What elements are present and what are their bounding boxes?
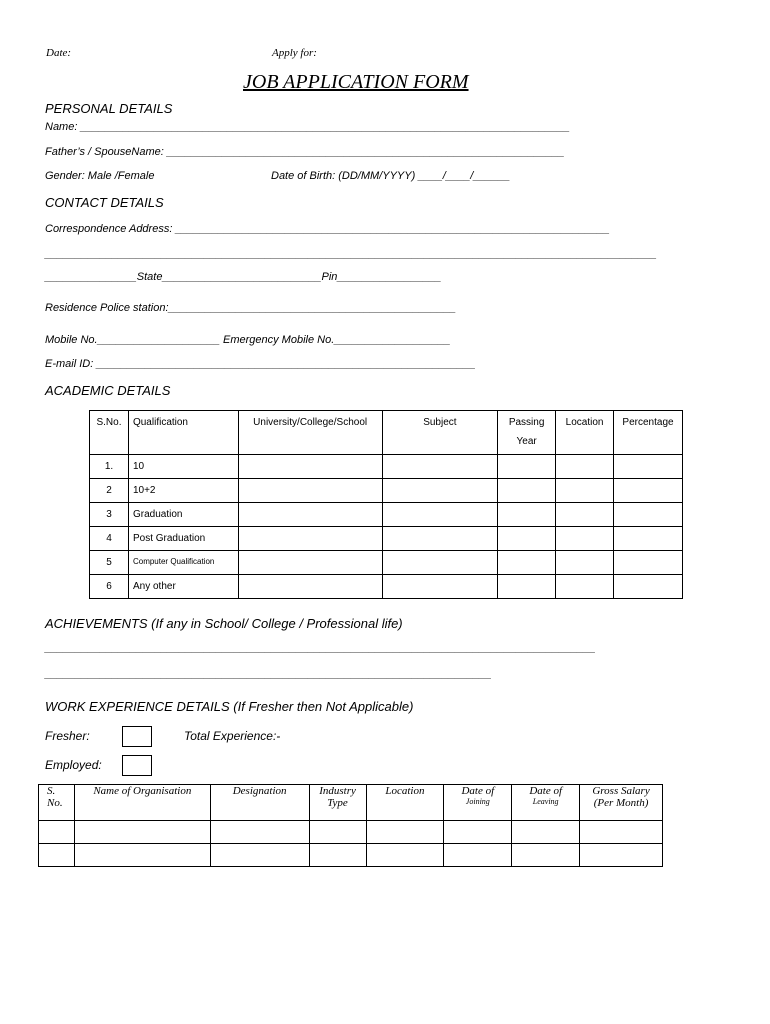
- col-sno: S.No.: [90, 411, 129, 455]
- personal-details-heading: PERSONAL DETAILS: [45, 101, 173, 116]
- col-organisation: Name of Organisation: [74, 785, 210, 821]
- table-row: [39, 821, 663, 844]
- father-spouse-name-field[interactable]: Father’s / SpouseName: _________________________________________________________________: [45, 146, 565, 158]
- table-row: [90, 455, 683, 479]
- work-header-row: [39, 785, 663, 821]
- col-gross-salary: Gross Salary (Per Month): [580, 785, 663, 821]
- apply-for-label: Apply for:: [272, 47, 317, 59]
- fresher-checkbox[interactable]: [122, 726, 152, 747]
- address-continuation-line[interactable]: ____________________________________________________________________________________________________: [45, 248, 657, 260]
- achievements-heading: ACHIEVEMENTS (If any in School/ College / Professional life): [45, 616, 403, 631]
- row-sno: 4: [106, 533, 112, 544]
- state-pin-field[interactable]: _______________State__________________________Pin_________________: [45, 271, 442, 283]
- contact-details-heading: CONTACT DETAILS: [45, 195, 164, 210]
- form-title: JOB APPLICATION FORM: [243, 71, 469, 93]
- col-date-of-leaving: Date of Leaving: [512, 785, 580, 821]
- email-field[interactable]: E-mail ID: ______________________________________________________________: [45, 358, 476, 370]
- col-sno: S. No.: [39, 785, 75, 821]
- row-sno: 5: [106, 557, 112, 568]
- col-date-of-joining: Date of Joining: [444, 785, 512, 821]
- row-sno: 6: [106, 581, 112, 592]
- fresher-label: Fresher:: [45, 729, 90, 743]
- row-sno: 1.: [104, 461, 114, 472]
- date-label: Date:: [46, 47, 72, 59]
- row-qualification: Computer Qualification: [132, 557, 215, 566]
- col-percentage: Percentage: [614, 411, 683, 455]
- col-university: University/College/School: [238, 411, 382, 455]
- total-experience-label: Total Experience:-: [184, 729, 281, 743]
- gender-field[interactable]: Gender: Male /Female: [45, 170, 155, 182]
- row-qualification: Post Graduation: [132, 533, 206, 544]
- row-sno: 2: [106, 485, 112, 496]
- col-subject: Subject: [382, 411, 498, 455]
- employed-label: Employed:: [45, 758, 102, 772]
- col-passing-year: Passing Year: [498, 411, 556, 455]
- col-qualification: Qualification: [128, 411, 238, 455]
- academic-header-row: [90, 411, 683, 455]
- col-location: Location: [556, 411, 614, 455]
- table-row: [39, 844, 663, 867]
- name-field[interactable]: Name: ________________________________________________________________________________: [45, 121, 570, 133]
- work-experience-heading: WORK EXPERIENCE DETAILS (If Fresher then Not Applicable): [45, 699, 414, 714]
- achievements-line-1[interactable]: __________________________________________________________________________________________: [45, 642, 596, 654]
- col-location: Location: [366, 785, 444, 821]
- row-qualification: 10+2: [132, 485, 156, 496]
- col-designation: Designation: [210, 785, 309, 821]
- academic-table: [89, 410, 683, 599]
- table-row: [90, 527, 683, 551]
- table-row: [90, 551, 683, 575]
- date-of-birth-field[interactable]: Date of Birth: (DD/MM/YYYY) ____/____/______: [271, 170, 511, 182]
- correspondence-address-field[interactable]: Correspondence Address: _______________________________________________________________________: [45, 223, 610, 235]
- academic-details-heading: ACADEMIC DETAILS: [45, 383, 171, 398]
- row-qualification: Any other: [132, 581, 176, 592]
- col-industry-type: Industry Type: [309, 785, 366, 821]
- table-row: [90, 503, 683, 527]
- row-qualification: 10: [132, 461, 145, 472]
- row-sno: 3: [106, 509, 112, 520]
- table-row: [90, 479, 683, 503]
- mobile-field[interactable]: Mobile No.____________________ Emergency Mobile No.___________________: [45, 334, 451, 346]
- work-experience-table: [38, 784, 663, 867]
- achievements-line-2[interactable]: _________________________________________________________________________: [45, 668, 492, 680]
- table-row: [90, 575, 683, 599]
- police-station-field[interactable]: Residence Police station:_______________________________________________: [45, 302, 457, 314]
- employed-checkbox[interactable]: [122, 755, 152, 776]
- row-qualification: Graduation: [132, 509, 183, 520]
